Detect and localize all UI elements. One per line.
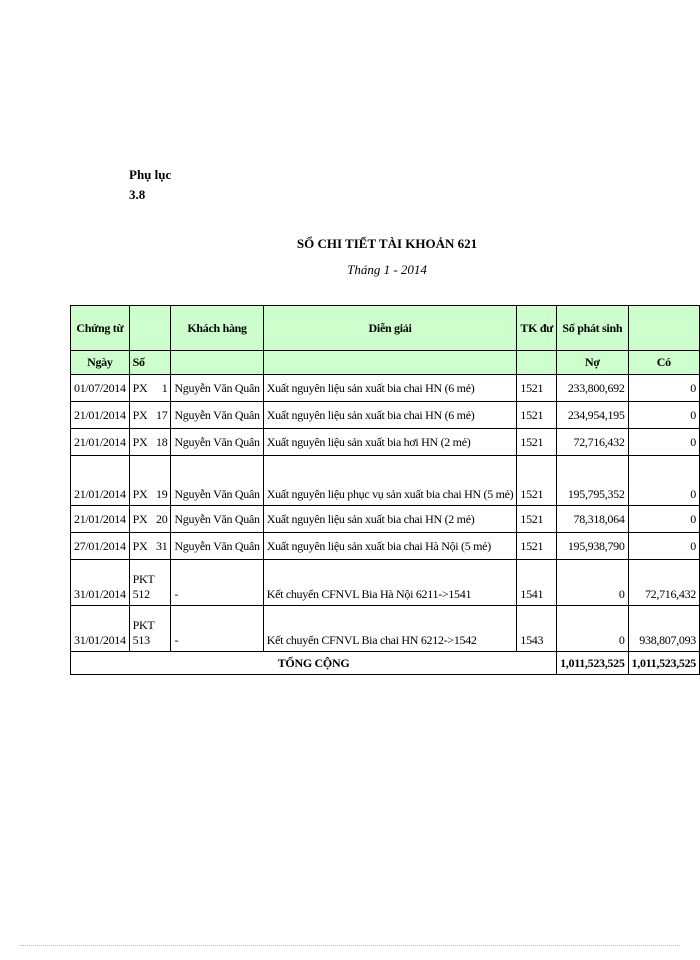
header-blank-4: [263, 351, 517, 375]
document-title: SỔ CHI TIẾT TÀI KHOẢN 621: [296, 236, 478, 251]
total-label: TỔNG CỘNG: [71, 652, 557, 675]
cell-date: 27/01/2014: [71, 533, 130, 560]
cell-description: Xuất nguyên liệu phục vụ sản xuất bia chai HN (5 mẻ): [263, 456, 517, 506]
cell-account: 1541: [517, 560, 557, 606]
cell-voucher: [129, 402, 171, 429]
cell-voucher-number: 31: [156, 538, 168, 553]
cell-voucher-type: PX: [132, 380, 148, 395]
cell-account: 1543: [517, 606, 557, 652]
cell-voucher-number: 18: [156, 434, 168, 449]
cell-voucher-type: PX: [132, 487, 148, 501]
header-blank-2: [628, 306, 699, 351]
cell-credit: 938,807,093: [628, 606, 699, 652]
cell-voucher-type: PX: [132, 407, 148, 422]
appendix-label: [129, 165, 171, 205]
cell-credit: 0: [628, 402, 699, 429]
cell-credit: 0: [628, 456, 699, 506]
cell-account: 1521: [517, 533, 557, 560]
cell-voucher: [129, 560, 171, 606]
table-row: [71, 606, 700, 652]
cell-voucher: [129, 456, 171, 506]
header-description: Diễn giải: [263, 306, 517, 351]
cell-date: 21/01/2014: [71, 429, 130, 456]
cell-credit: 0: [628, 506, 699, 533]
table-row: [71, 375, 700, 402]
total-row: [71, 652, 700, 675]
cell-credit: 0: [628, 533, 699, 560]
header-row-1: [71, 306, 700, 351]
header-row-2: [71, 351, 700, 375]
cell-description: Xuất nguyên liệu sản xuất bia chai HN (6 mẻ): [263, 402, 517, 429]
header-blank-5: [517, 351, 557, 375]
cell-credit: 0: [628, 375, 699, 402]
table-row: [71, 456, 700, 506]
cell-voucher-number: 1: [161, 380, 168, 395]
cell-voucher: [129, 429, 171, 456]
header-debit: Nợ: [557, 351, 628, 375]
cell-voucher-type: PX: [132, 511, 148, 526]
cell-customer: Nguyễn Văn Quân: [171, 506, 263, 533]
header-blank: [129, 306, 171, 351]
cell-debit: 72,716,432: [557, 429, 628, 456]
cell-date: 01/07/2014: [71, 375, 130, 402]
cell-voucher-type: PX: [132, 538, 148, 553]
cell-voucher-number: 19: [156, 487, 168, 501]
cell-debit: 195,938,790: [557, 533, 628, 560]
header-amount: Số phát sinh: [557, 306, 628, 351]
cell-description: Xuất nguyên liệu sản xuất bia chai HN (2 mẻ): [263, 506, 517, 533]
cell-description: Kết chuyển CFNVL Bia Hà Nội 6211->1541: [263, 560, 517, 606]
cell-date: 21/01/2014: [71, 506, 130, 533]
document-subtitle: Tháng 1 - 2014: [347, 262, 427, 277]
cell-date: 31/01/2014: [71, 606, 130, 652]
table-row: [71, 560, 700, 606]
header-date: Ngày: [71, 351, 130, 375]
cell-debit: 233,800,692: [557, 375, 628, 402]
page-bottom-divider: [20, 945, 680, 946]
table-row: [71, 429, 700, 456]
cell-debit: 0: [557, 560, 628, 606]
cell-debit: 234,954,195: [557, 402, 628, 429]
header-number: Số: [129, 351, 171, 375]
total-debit: 1,011,523,525: [557, 652, 628, 675]
cell-customer: Nguyễn Văn Quân: [171, 375, 263, 402]
cell-description: Xuất nguyên liệu sản xuất bia chai HN (6 mẻ): [263, 375, 517, 402]
cell-voucher-number: 17: [156, 407, 168, 422]
table-row: [71, 402, 700, 429]
cell-debit: 195,795,352: [557, 456, 628, 506]
cell-voucher: [129, 533, 171, 560]
cell-voucher-number: 512: [132, 587, 150, 601]
cell-account: 1521: [517, 506, 557, 533]
table-row: [71, 506, 700, 533]
cell-description: Kết chuyển CFNVL Bia chai HN 6212->1542: [263, 606, 517, 652]
cell-voucher-type: PKT: [132, 618, 155, 632]
cell-customer: Nguyễn Văn Quân: [171, 533, 263, 560]
cell-customer: Nguyễn Văn Quân: [171, 456, 263, 506]
cell-debit: 78,318,064: [557, 506, 628, 533]
cell-date: 21/01/2014: [71, 402, 130, 429]
header-customer: Khách hàng: [171, 306, 263, 351]
header-blank-3: [171, 351, 263, 375]
cell-credit: 0: [628, 429, 699, 456]
cell-voucher-number: 513: [132, 633, 150, 647]
cell-credit: 72,716,432: [628, 560, 699, 606]
cell-customer: Nguyễn Văn Quân: [171, 429, 263, 456]
cell-description: Xuất nguyên liệu sản xuất bia chai Hà Nội (5 mẻ): [263, 533, 517, 560]
table-row: [71, 533, 700, 560]
ledger-table: [70, 305, 700, 675]
header-credit: Có: [628, 351, 699, 375]
cell-voucher-number: 20: [156, 511, 168, 526]
cell-voucher: [129, 375, 171, 402]
cell-debit: 0: [557, 606, 628, 652]
cell-voucher-type: PX: [132, 434, 148, 449]
total-credit: 1,011,523,525: [628, 652, 699, 675]
cell-customer: -: [171, 560, 263, 606]
cell-date: 21/01/2014: [71, 456, 130, 506]
cell-date: 31/01/2014: [71, 560, 130, 606]
cell-customer: -: [171, 606, 263, 652]
cell-account: 1521: [517, 402, 557, 429]
cell-account: 1521: [517, 429, 557, 456]
appendix-line-1: Phụ lục: [129, 167, 172, 182]
cell-account: 1521: [517, 456, 557, 506]
cell-voucher: [129, 506, 171, 533]
cell-customer: Nguyễn Văn Quân: [171, 402, 263, 429]
cell-voucher: [129, 606, 171, 652]
cell-description: Xuất nguyên liệu sản xuất bia hơi HN (2 mẻ): [263, 429, 517, 456]
appendix-line-2: 3.8: [129, 187, 146, 202]
header-contra-account: TK đư: [517, 306, 557, 351]
cell-account: 1521: [517, 375, 557, 402]
cell-voucher-type: PKT: [132, 572, 155, 586]
header-voucher: Chứng từ: [71, 306, 130, 351]
